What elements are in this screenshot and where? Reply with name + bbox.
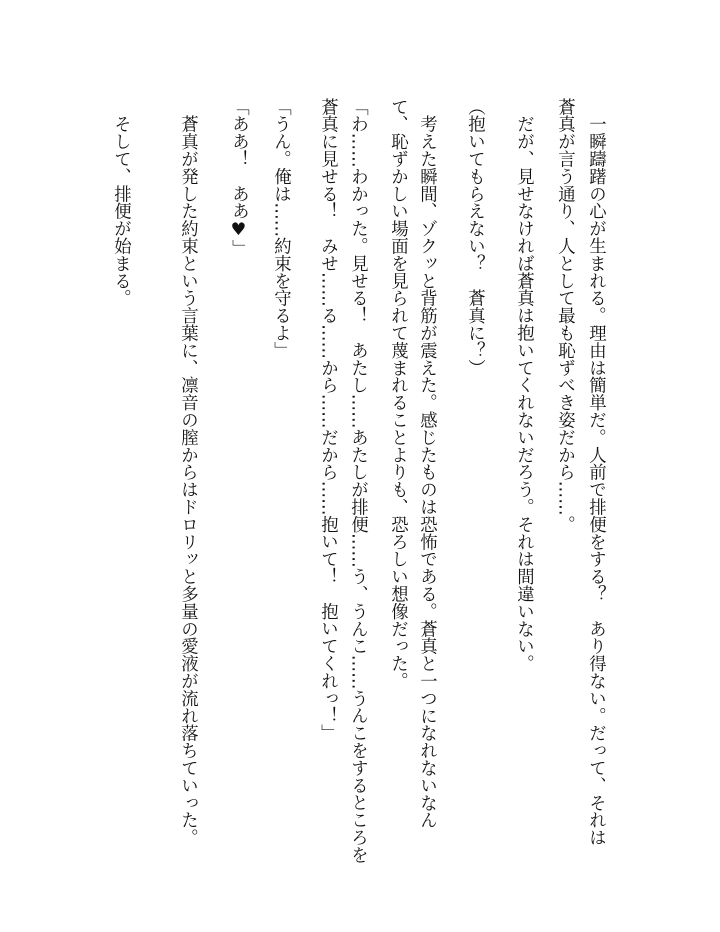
text-line-3: だが、見せなければ蒼真は抱いてくれないだろう。それは間違いない。 bbox=[513, 98, 534, 673]
text-line-6: て、恥ずかしい場面を見られて蔑まれることよりも、恐ろしい想像だった。 bbox=[387, 98, 408, 690]
text-line-2: 蒼真が言う通り、人として最も恥ずべき姿だから……。 bbox=[554, 98, 575, 533]
text-line-4: （抱いてもらえない？ 蒼真に？） bbox=[464, 98, 485, 377]
text-line-12: そして、排便が始まる。 bbox=[110, 98, 131, 307]
text-line-7: 「わ……わかった。見せる！ あたし……あたしが排便……う、うんこ……うんこをするところを bbox=[347, 98, 368, 864]
text-line-8: 蒼真に見せる！ みせ……る……から……だから……抱いて！ 抱いてくれっ！」 bbox=[317, 98, 338, 742]
text-line-10: 「ああ！ ああ♥」 bbox=[228, 98, 249, 258]
text-line-9: 「うん。俺は……約束を守るよ」 bbox=[270, 98, 291, 359]
text-line-1: 一瞬躊躇の心が生まれる。理由は簡単だ。人前で排便をする？ あり得ない。だって、それは bbox=[585, 98, 606, 847]
text-line-5: 考えた瞬間、ゾクッと背筋が震えた。感じたものは恐怖である。蒼真と一つになれないなん bbox=[416, 98, 437, 829]
text-line-11: 蒼真が発した約束という言葉に、凛音の膣からはドロリッと多量の愛液が流れ落ちていった。 bbox=[177, 98, 198, 847]
